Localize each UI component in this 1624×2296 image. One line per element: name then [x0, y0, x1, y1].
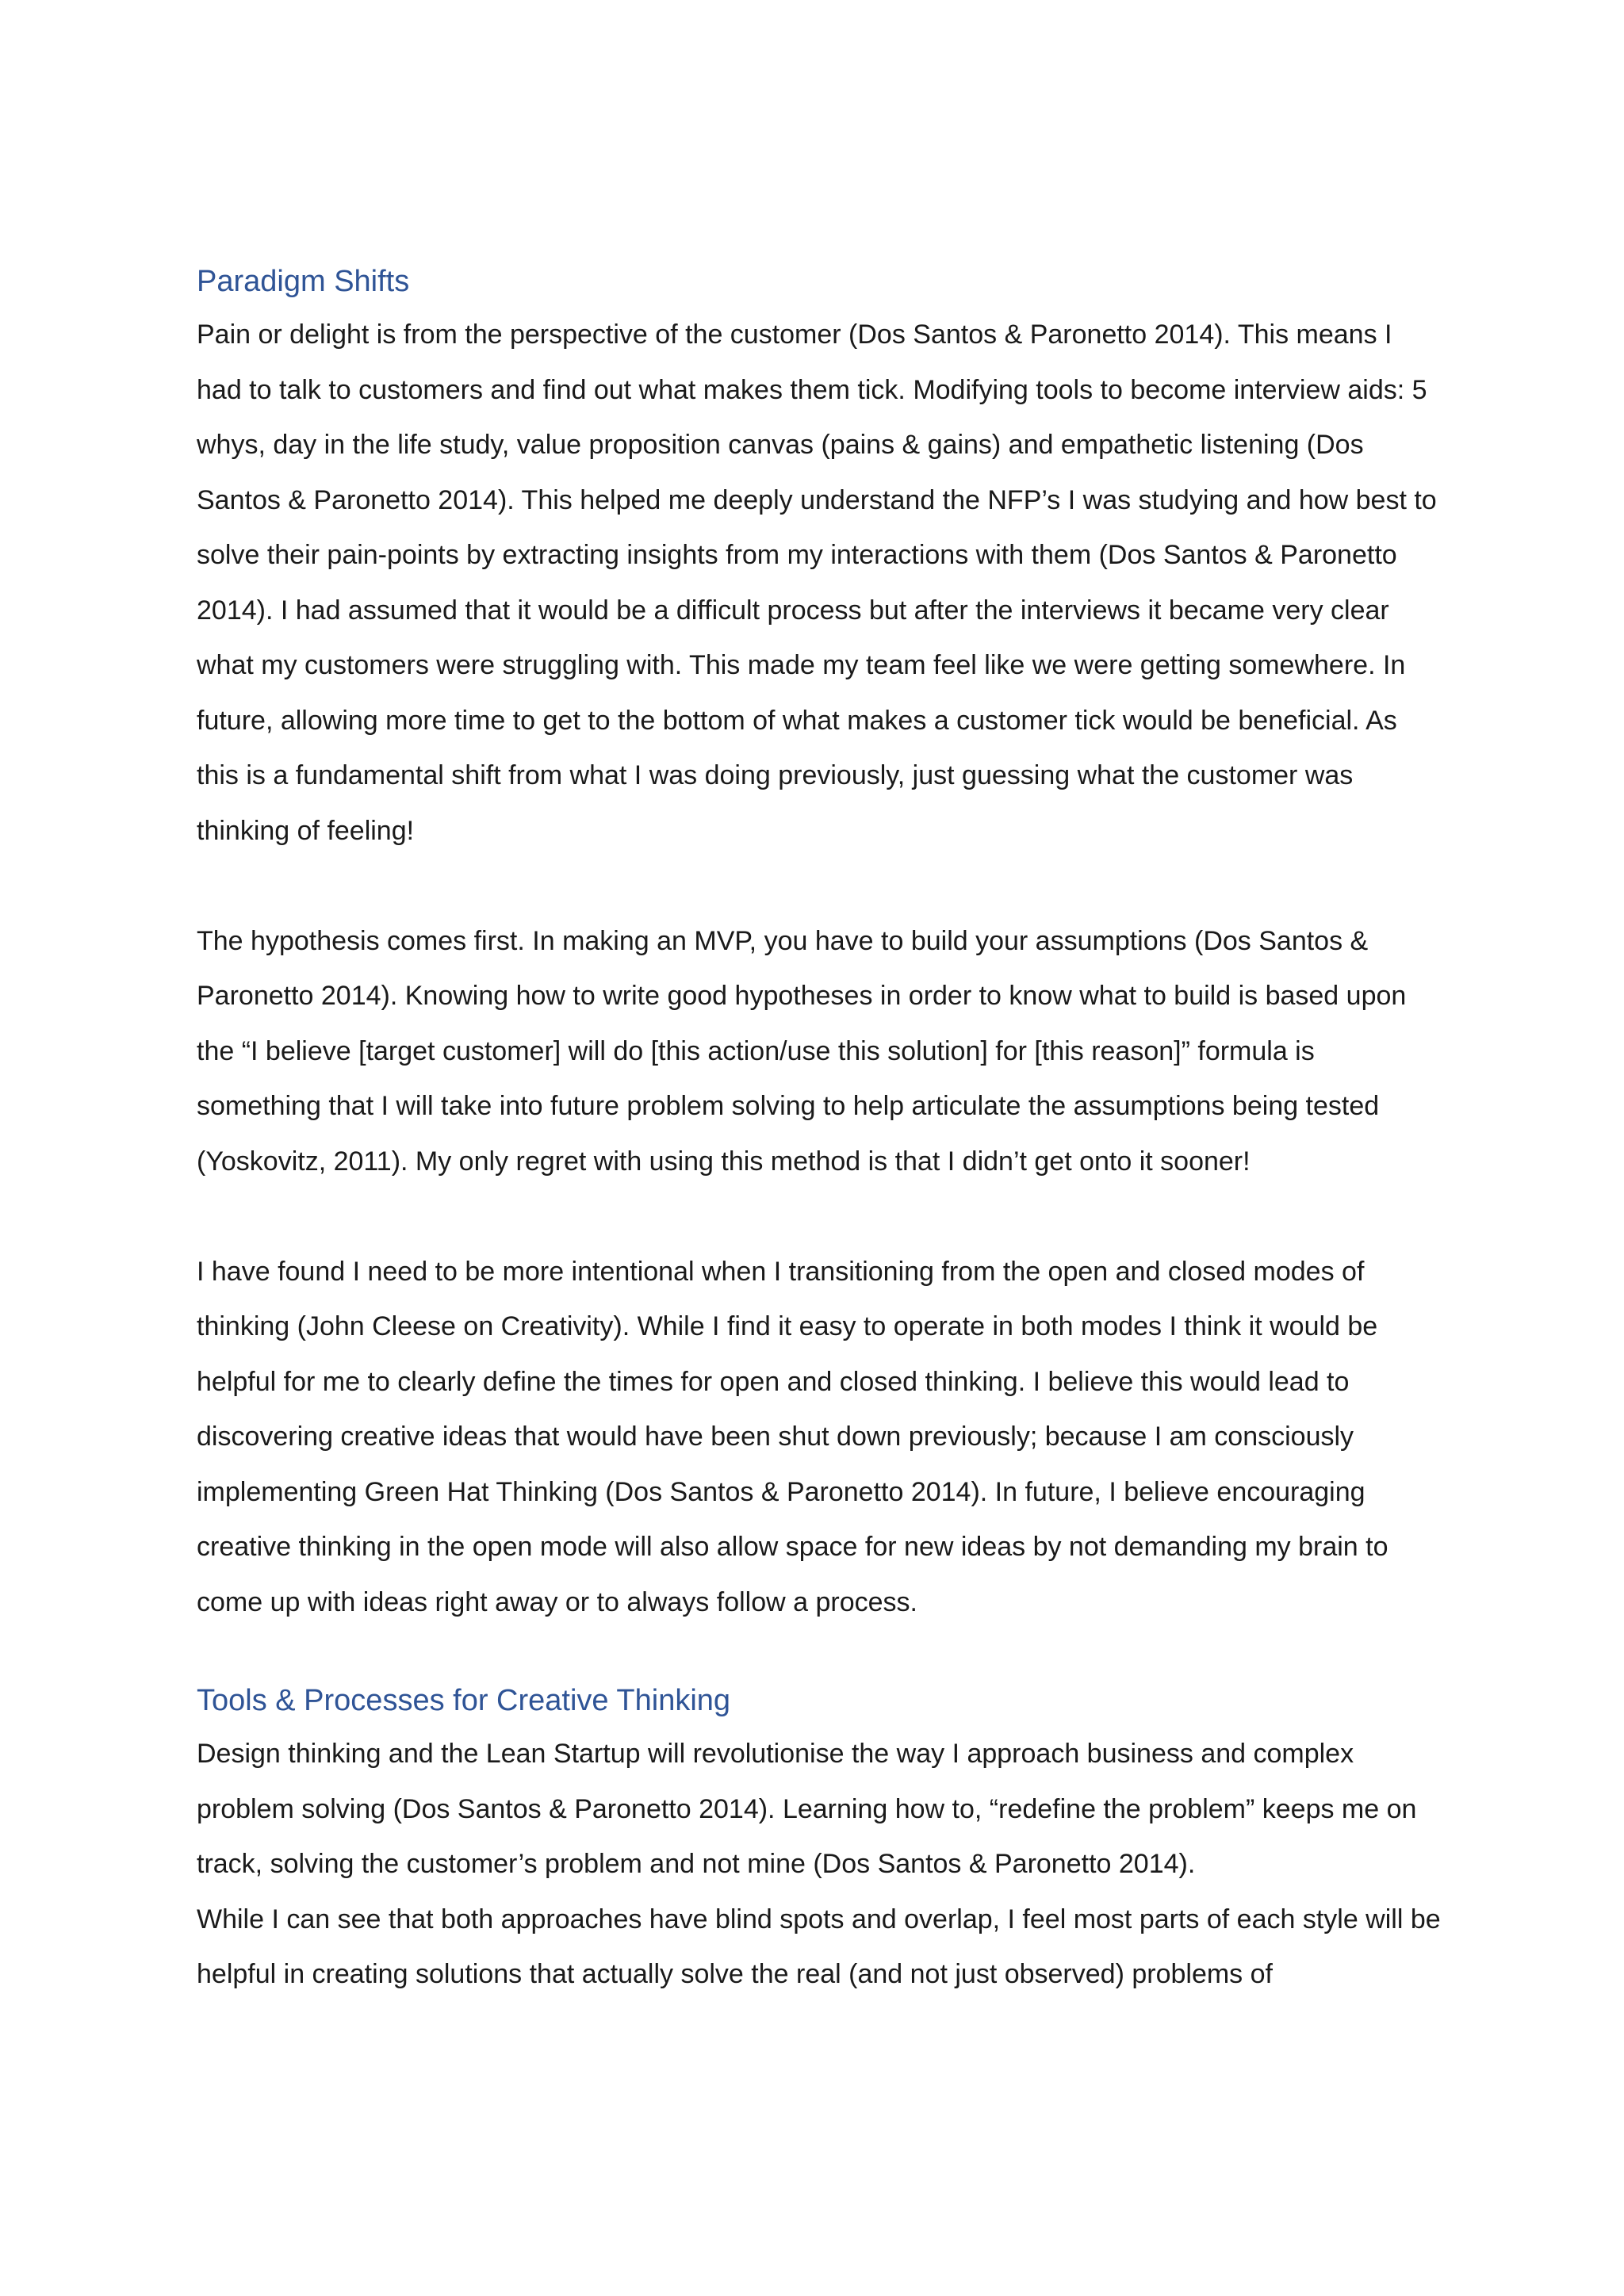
- paragraph-pain-or-delight: Pain or delight is from the perspective of the customer (Dos Santos & Paronetto 2014). This means I had to talk to customers and find out what makes them tick. Modifying tools to become interview aids: 5 whys, day in the life study, value proposition canvas (pains & gains) and empathetic listening (Dos Santos & Paronetto 2014). This helped me deeply understand the NFP’s I was studying and how best to solve their pain-points by extracting insights from my interactions with them (Dos Santos & Paronetto 2014). I had assumed that it would be a difficult process but after the interviews it became very clear what my customers were struggling with. This made my team feel like we were getting somewhere. In future, allowing more time to get to the bottom of what makes a customer tick would be beneficial. As this is a fundamental shift from what I was doing previously, just guessing what the customer was thinking of feeling!: [197, 320, 1437, 846]
- document-body: [197, 255, 1442, 2003]
- heading-paradigm-shifts: Paradigm Shifts: [197, 265, 410, 298]
- paragraph-blind-spots: While I can see that both approaches have blind spots and overlap, I feel most parts of each style will be helpful in creating solutions that actually solve the real (and not just observed) problems of: [197, 1904, 1441, 1989]
- paragraph-design-thinking: Design thinking and the Lean Startup will revolutionise the way I approach business and complex problem solving (Dos Santos & Paronetto 2014). Learning how to, “redefine the problem” keeps me on track, solving the customer’s problem and not mine (Dos Santos & Paronetto 2014).: [197, 1739, 1417, 1879]
- paragraph-spacer: [197, 859, 1442, 914]
- section-spacer: [197, 1630, 1442, 1674]
- heading-tools-processes: Tools & Processes for Creative Thinking: [197, 1684, 731, 1717]
- paragraph-open-closed-modes: I have found I need to be more intentional when I transitioning from the open and closed modes of thinking (John Cleese on Creativity). While I find it easy to operate in both modes I think it would be helpful for me to clearly define the times for open and closed thinking. I believe this would lead to discovering creative ideas that would have been shut down previously; because I am consciously implementing Green Hat Thinking (Dos Santos & Paronetto 2014). In future, I believe encouraging creative thinking in the open mode will also allow space for new ideas by not demanding my brain to come up with ideas right away or to always follow a process.: [197, 1256, 1388, 1617]
- paragraph-hypothesis: The hypothesis comes first. In making an MVP, you have to build your assumptions (Dos Santos & Paronetto 2014). Knowing how to write good hypotheses in order to know what to build is based upon the “I believe [target customer] will do [this action/use this solution] for [this reason]” formula is something that I will take into future problem solving to help articulate the assumptions being tested (Yoskovitz, 2011). My only regret with using this method is that I didn’t get onto it sooner!: [197, 925, 1407, 1177]
- paragraph-spacer: [197, 1189, 1442, 1245]
